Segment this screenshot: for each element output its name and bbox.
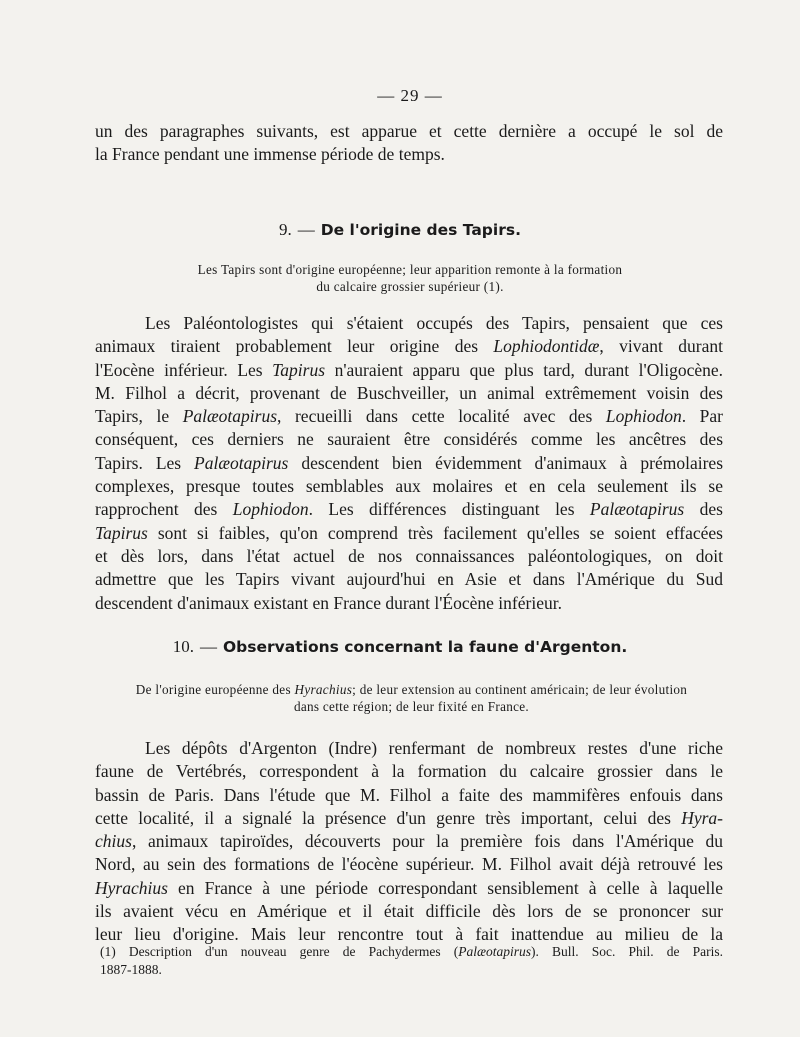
text-line: et dès lors, dans l'état actuel de nos connaissances paléontologiques, on doit [95,545,723,566]
text-line: M. Filhol a décrit, provenant de Buschveiller, un animal extrêmement voisin des [95,382,723,403]
section-9-paragraph [95,312,723,615]
text-line: Tapirus sont si faibles, qu'on comprend très facilement qu'elles se soient effacées [95,522,723,543]
text-line: animaux tiraient probablement leur origine des Lophiodontidæ, vivant durant [95,336,724,357]
text-line: la France pendant une immense période de temps. [95,144,445,165]
page-number: — 29 — [377,86,443,105]
summary-line: dans cette région; de leur fixité en France. [293,699,530,714]
text-line: Tapirs. Les Palæotapirus descendent bien évidemment d'animaux à prémolaires [95,452,723,473]
text-line: l'Eocène inférieur. Les Tapirus n'auraient apparu que plus tard, durant l'Oligocène. [95,359,723,380]
text-line: un des paragraphes suivants, est apparue et cette dernière a occupé le sol de [95,121,723,141]
text-line: conséquent, ces derniers ne sauraient être considérés comme les ancêtres des [95,429,723,450]
section-10-summary [100,681,723,715]
section-number: 9. [279,220,292,239]
section-10-paragraph [95,737,723,947]
section-10-heading: 10. — Observations concernant la faune d'Argenton. [172,637,628,656]
summary-line: Les Tapirs sont d'origine européenne; leur apparition remonte à la formation [197,262,623,277]
text-line: Les dépôts d'Argenton (Indre) renfermant de nombreux restes d'une riche [145,738,723,758]
section-9-summary [115,261,705,295]
text-line: cette localité, il a signalé la présence d'un genre très important, celui des Hyra- [95,807,723,828]
text-line: faune de Vertébrés, correspondent à la formation du calcaire grossier dans le [95,761,723,782]
text-line: Hyrachius en France à une période correspondant sensiblement à celle à laquelle [95,877,723,898]
text-line: descendent d'animaux existant en France durant l'Éocène inférieur. [95,592,562,613]
text-line: Les Paléontologistes qui s'étaient occupés des Tapirs, pensaient que ces [145,313,723,333]
text-line: leur lieu d'origine. Mais leur rencontre tout à fait inattendue au milieu de la [95,924,723,945]
text-line: rapprochent des Lophiodon. Les différences distinguant les Palæotapirus des [95,499,723,520]
text-line: chius, animaux tapiroïdes, découverts pour la première fois dans l'Amérique du [95,831,723,852]
section-title: Observations concernant la faune d'Argenton. [223,638,628,656]
text-line: admettre que les Tapirs vivant aujourd'hui en Asie et dans l'Amérique du Sud [95,569,723,590]
text-line: Nord, au sein des formations de l'éocène supérieur. M. Filhol avait déjà retrouvé les [95,854,723,875]
section-9-heading: 9. — De l'origine des Tapirs. [279,220,521,239]
footnote-line: (1) Description d'un nouveau genre de Pachydermes (Palæotapirus). Bull. Soc. Phil. de Paris. [100,944,723,959]
footnote [100,943,723,979]
text-line: complexes, presque toutes semblables aux molaires et en cela seulement ils se [95,476,723,497]
text-line: ils avaient vécu en Amérique et il était difficile dès lors de se prononcer sur [95,901,723,922]
section-title: De l'origine des Tapirs. [320,221,521,239]
text-line: Tapirs, le Palæotapirus, recueilli dans cette localité avec des Lophiodon. Par [95,406,724,427]
summary-line: du calcaire grossier supérieur (1). [316,279,504,294]
summary-line: De l'origine européenne des Hyrachius; de leur extension au continent américain; de leur évolution [135,682,688,697]
text-line: bassin de Paris. Dans l'étude que M. Filhol a faite des mammifères enfouis dans [95,784,723,805]
section-number: 10. [172,637,194,656]
footnote-line: 1887-1888. [100,962,162,977]
intro-text [95,120,723,167]
